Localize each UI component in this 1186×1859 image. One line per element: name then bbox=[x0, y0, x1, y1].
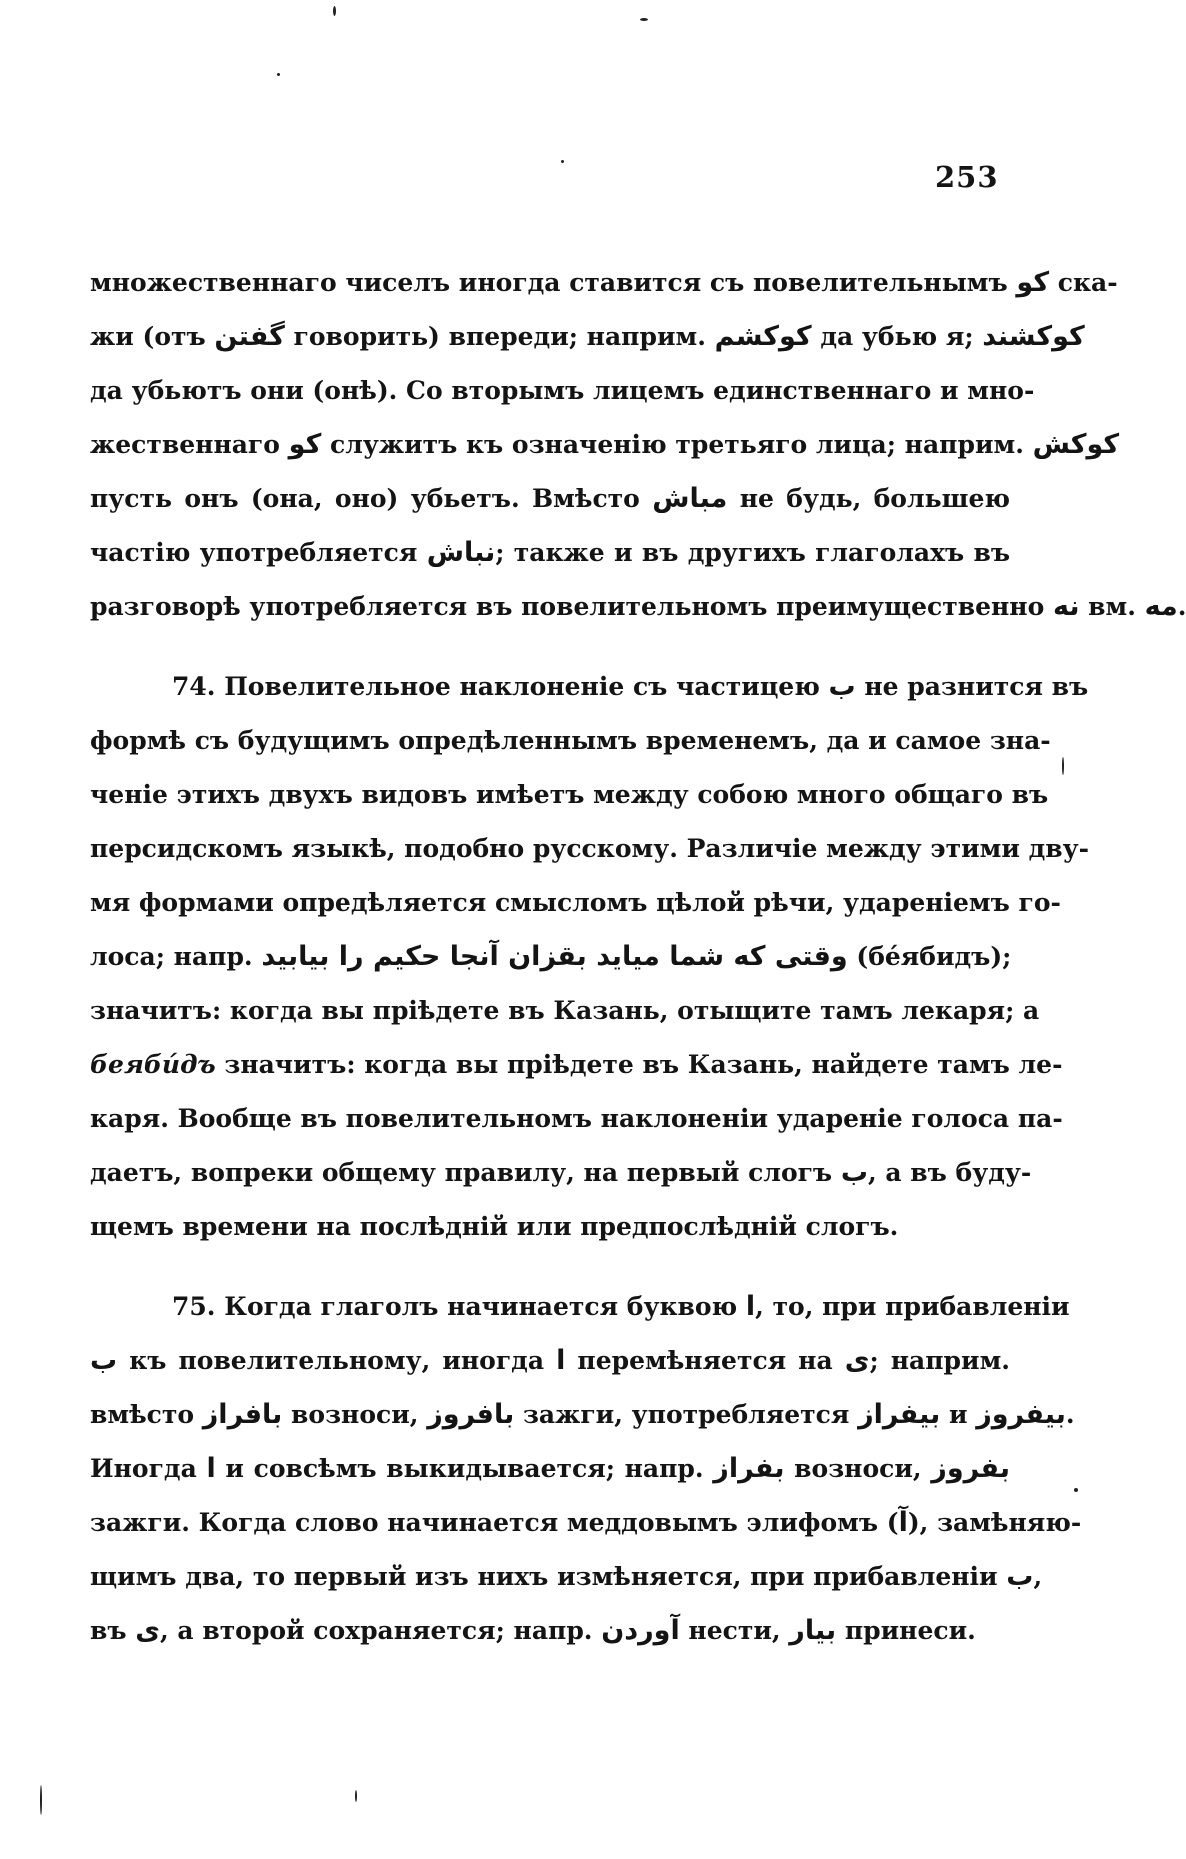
text-line bbox=[90, 1280, 1070, 1334]
persian-word: ا bbox=[206, 1453, 216, 1484]
text-run: . bbox=[1177, 592, 1186, 621]
paragraph-gap bbox=[90, 634, 1010, 660]
text-run: зажги. Когда слово начинается меддовымъ элифомъ ( bbox=[90, 1508, 899, 1537]
text-run: ; наприм. bbox=[869, 1346, 1010, 1375]
scan-speck bbox=[355, 1790, 357, 1802]
text-run: и bbox=[940, 1400, 977, 1429]
text-line bbox=[90, 1496, 1082, 1550]
text-run: разговорѣ употребляется въ повелительномъ преимущественно bbox=[90, 592, 1053, 621]
persian-word: ا bbox=[745, 1291, 756, 1322]
scan-speck bbox=[333, 6, 336, 16]
paragraph-gap bbox=[90, 1254, 1010, 1280]
persian-word: کوکشم bbox=[714, 321, 812, 352]
persian-word: کو bbox=[288, 429, 322, 460]
text-run: вм. bbox=[1079, 592, 1145, 621]
text-run: къ повелительному, иногда bbox=[117, 1346, 557, 1375]
text-line bbox=[90, 1604, 1010, 1658]
persian-word: ب bbox=[1006, 1561, 1034, 1592]
persian-word: نباش bbox=[426, 537, 496, 568]
persian-word: مباش bbox=[652, 483, 728, 514]
text-run: жественнаго bbox=[90, 430, 289, 459]
persian-word: بافروز bbox=[427, 1399, 515, 1430]
persian-word: کوکش bbox=[1032, 429, 1120, 460]
persian-word: مه bbox=[1144, 591, 1178, 622]
text-run: да убью я; bbox=[811, 322, 983, 351]
text-run: да убьютъ они (онѣ). Со вторымъ лицемъ единственнаго и мно- bbox=[90, 376, 1035, 405]
text-line bbox=[90, 1092, 1063, 1146]
text-run: значитъ: когда вы пріѣдете въ Казань, отыщите тамъ лекаря; а bbox=[90, 996, 1040, 1025]
text-line bbox=[90, 1038, 1063, 1092]
text-run: мя формами опредѣляется смысломъ цѣлой рѣчи, удареніемъ го- bbox=[90, 888, 1061, 917]
text-run: не будь, большею bbox=[727, 484, 1010, 513]
scan-speck bbox=[561, 160, 564, 163]
text-line bbox=[90, 1200, 1010, 1254]
text-line bbox=[90, 1550, 1043, 1604]
text-run: персидскомъ языкѣ, подобно русскому. Различіе между этими дву- bbox=[90, 834, 1090, 863]
paragraph-p3 bbox=[90, 1280, 1082, 1658]
text-line bbox=[90, 472, 1010, 526]
text-run: пусть онъ (она, оно) убьетъ. Вмѣсто bbox=[90, 484, 653, 513]
persian-word: بیفراز bbox=[858, 1399, 941, 1430]
persian-word: کو bbox=[1016, 267, 1050, 298]
text-line bbox=[90, 1388, 1075, 1442]
text-run: перемѣняется на bbox=[565, 1346, 845, 1375]
persian-word: کوکشند bbox=[982, 321, 1085, 352]
persian-word: آوردن bbox=[601, 1615, 680, 1646]
text-line bbox=[90, 364, 1035, 418]
text-run: ; также и въ другихъ глаголахъ въ bbox=[495, 538, 1011, 567]
italic-word: беябúдъ bbox=[90, 1050, 216, 1079]
text-run: 74. Повелительное наклоненіе съ частицею bbox=[172, 672, 829, 701]
text-line bbox=[90, 660, 1089, 714]
text-line bbox=[90, 1146, 1032, 1200]
text-run: щимъ два, то первый изъ нихъ измѣняется, при прибавленіи bbox=[90, 1562, 1007, 1591]
persian-word: گفتن bbox=[214, 321, 285, 352]
persian-word: بفروز bbox=[931, 1453, 1010, 1484]
scan-speck bbox=[277, 73, 280, 76]
text-run: въ bbox=[90, 1616, 136, 1645]
scan-speck bbox=[640, 18, 648, 21]
text-run: возноси, bbox=[784, 1454, 932, 1483]
persian-word: ا bbox=[556, 1345, 566, 1376]
text-line bbox=[90, 310, 1085, 364]
scan-speck bbox=[1074, 1488, 1078, 1492]
text-line bbox=[90, 984, 1040, 1038]
text-run: вмѣсто bbox=[90, 1400, 203, 1429]
persian-word: بفراز bbox=[713, 1453, 785, 1484]
persian-word: آ bbox=[898, 1507, 908, 1538]
text-line bbox=[90, 1442, 1010, 1496]
persian-word: بیار bbox=[789, 1615, 837, 1646]
text-run: , то, при прибавленіи bbox=[755, 1292, 1070, 1321]
persian-word: بافراز bbox=[202, 1399, 283, 1430]
text-run: даетъ, вопреки общему правилу, на первый слогъ bbox=[90, 1158, 841, 1187]
text-run: зажги, употребляется bbox=[514, 1400, 859, 1429]
text-line bbox=[90, 580, 1186, 634]
text-run: и совсѣмъ выкидывается; напр. bbox=[215, 1454, 714, 1483]
persian-word: ب bbox=[840, 1157, 868, 1188]
text-line bbox=[90, 876, 1061, 930]
persian-word: بیفروز bbox=[976, 1399, 1066, 1430]
text-run: лоса; напр. bbox=[90, 942, 262, 971]
text-run: жи (отъ bbox=[90, 322, 215, 351]
text-run: ), замѣняю- bbox=[907, 1508, 1082, 1537]
text-line bbox=[90, 418, 1120, 472]
text-run: множественнаго чиселъ иногда ставится съ повелительнымъ bbox=[90, 268, 1017, 297]
text-line bbox=[90, 256, 1118, 310]
text-run: . bbox=[1065, 1400, 1075, 1429]
persian-word: ی bbox=[844, 1345, 870, 1376]
text-run: формѣ съ будущимъ опредѣленнымъ временемъ, да и самое зна- bbox=[90, 726, 1051, 755]
text-line bbox=[90, 822, 1090, 876]
scan-speck bbox=[1062, 757, 1064, 775]
text-line bbox=[90, 714, 1051, 768]
text-line bbox=[90, 1334, 1010, 1388]
scan-speck bbox=[40, 1785, 42, 1815]
text-run: нести, bbox=[679, 1616, 790, 1645]
text-run: частію употребляется bbox=[90, 538, 427, 567]
text-run: принеси. bbox=[836, 1616, 976, 1645]
persian-word: ب bbox=[828, 671, 856, 702]
paragraph-p1 bbox=[90, 256, 1186, 634]
text-line bbox=[90, 930, 1010, 984]
persian-word: ب bbox=[90, 1345, 118, 1376]
paragraph-p2 bbox=[90, 660, 1090, 1254]
persian-word: وقتی که شما میاید بقزان آنجا حکیم را بیابید bbox=[261, 941, 848, 972]
text-run: не разнится въ bbox=[855, 672, 1089, 701]
text-line bbox=[90, 526, 1010, 580]
body-text bbox=[90, 256, 1186, 1658]
text-run: возноси, bbox=[282, 1400, 428, 1429]
text-run: значитъ: когда вы пріѣдете въ Казань, найдете тамъ ле- bbox=[215, 1050, 1063, 1079]
text-run: ченіе этихъ двухъ видовъ имѣетъ между собою много общаго въ bbox=[90, 780, 1049, 809]
text-run: Иногда bbox=[90, 1454, 207, 1483]
text-run: , bbox=[1033, 1562, 1043, 1591]
text-run: , а второй сохраняется; напр. bbox=[160, 1616, 602, 1645]
persian-word: نه bbox=[1052, 591, 1080, 622]
text-run: говорить) впереди; наприм. bbox=[284, 322, 715, 351]
page-number: 253 bbox=[935, 160, 999, 194]
text-run: ска- bbox=[1049, 268, 1118, 297]
text-run: щемъ времени на послѣдній или предпослѣдній слогъ. bbox=[90, 1212, 899, 1241]
persian-word: ی bbox=[135, 1615, 161, 1646]
text-run: служитъ къ означенію третьяго лица; наприм. bbox=[321, 430, 1033, 459]
text-run: 75. Когда глаголъ начинается буквою bbox=[172, 1292, 746, 1321]
text-run: , а въ буду- bbox=[867, 1158, 1032, 1187]
text-run: каря. Вообще въ повелительномъ наклоненіи удареніе голоса па- bbox=[90, 1104, 1063, 1133]
text-line bbox=[90, 768, 1049, 822]
text-run: (бéябидъ); bbox=[847, 942, 1012, 971]
